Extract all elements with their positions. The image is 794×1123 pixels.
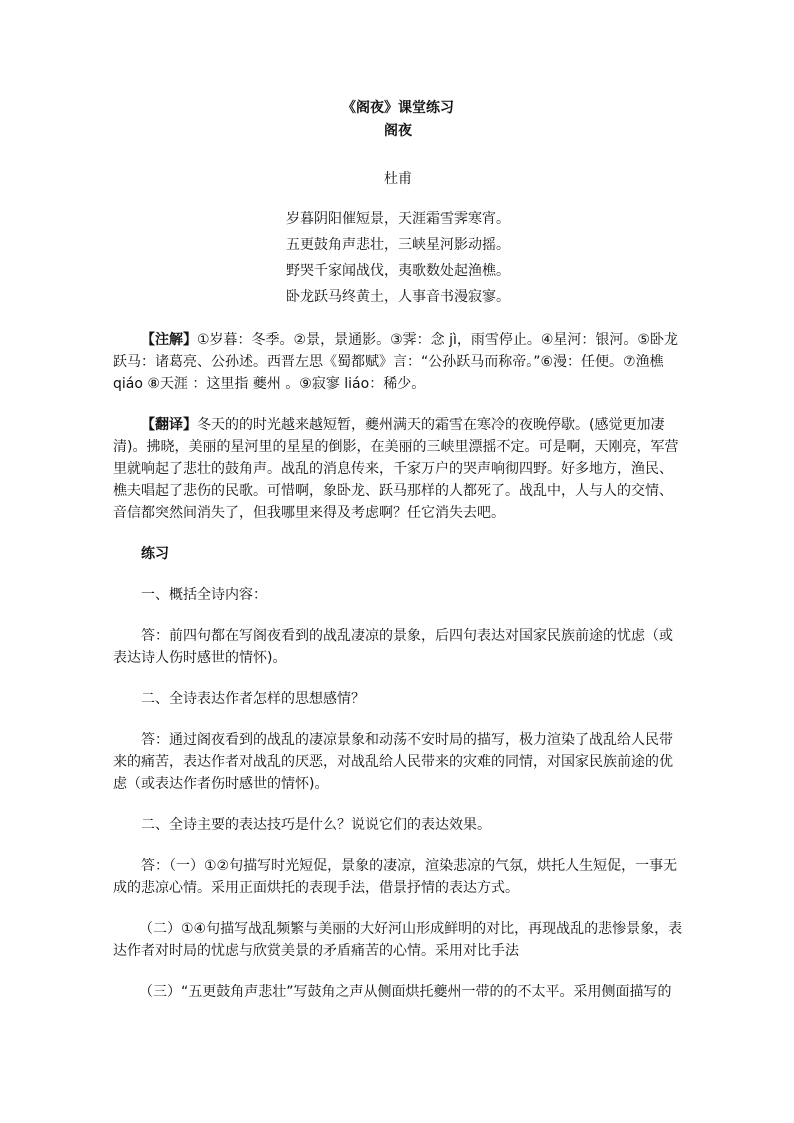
poem-line: 岁暮阴阳催短景，天涯霜雪霁寒宵。 [286, 211, 510, 227]
poem-line: 野哭千家闻战伐，夷歌数处起渔樵。 [286, 263, 510, 279]
translation-paragraph [113, 414, 683, 524]
exercise-heading: 练习 [141, 546, 169, 562]
notes-label: 【注解】 [141, 332, 197, 348]
poem-line: 卧龙跃马终黄土，人事音书漫寂寥。 [286, 289, 510, 305]
poem-title: 阁夜 [384, 123, 412, 139]
answer-2: 答：通过阁夜看到的战乱的凄凉景象和动荡不安时局的描写，极力渲染了战乱给人民带来的痛苦，表达作者对战乱的厌恶，对战乱给人民带来的灾难的同情，对国家民族前途的优虑（或表达作者伤时感世的情怀)。 [113, 732, 673, 792]
question-1: 一、概括全诗内容： [141, 587, 267, 603]
answer-3-part-1: 答：（一）①②句描写时光短促，景象的凄凉，渲染悲凉的气氛，烘托人生短促，一事无成的悲凉心情。采用正面烘托的表现手法，借景抒情的表达方式。 [113, 858, 678, 896]
notes-text: ①岁暮：冬季。②景，景通影。③霁：念 jì，雨雪停止。④星河：银河。⑤卧龙跃马：诸葛亮、公孙述。西晋左思《蜀都赋》言：“公孙跃马而称帝。”⑥漫：任便。⑦渔樵 qiáo ⑧天涯 ：这里指 夔州 。⑨寂寥 liáo：稀少。 [113, 332, 678, 392]
poem-body [113, 206, 683, 310]
question-3: 二、全诗主要的表达技巧是什么？说说它们的表达效果。 [141, 817, 491, 833]
answer-1: 答：前四句都在写阁夜看到的战乱凄凉的景象，后四句表达对国家民族前途的忧虑（或表达诗人伤时感世的情怀)。 [113, 628, 673, 666]
answer-3-part-3: （三）“五更鼓角声悲壮”写鼓角之声从侧面烘托夔州一带的的不太平。采用侧面描写的 [139, 984, 672, 1000]
document-body [113, 88, 683, 1003]
page-title: 《阁夜》课堂练习 [342, 100, 454, 116]
question-2: 二、全诗表达作者怎样的思想感情？ [141, 691, 365, 707]
translation-text: 冬天的的时光越来越短暂，夔州满天的霜雪在寒冷的夜晚停歇。(感觉更加凄清)。拂晓，美丽的星河里的星星的倒影，在美丽的三峡里漂摇不定。可是啊，天刚亮，军营里就响起了悲壮的鼓角声。战乱的消息传来，千家万户的哭声响彻四野。好多地方，渔民、樵夫唱起了悲伤的民歌。可惜啊，象卧龙、跃马那样的人都死了。战乱中，人与人的交情、音信都突然间消失了，但我哪里来得及考虑啊？任它消失去吧。 [113, 417, 679, 521]
poem-author: 杜甫 [384, 171, 412, 187]
poem-line: 五更鼓角声悲壮，三峡星河影动摇。 [286, 237, 510, 253]
answer-3-part-2: （二）①④句描写战乱频繁与美丽的大好河山形成鲜明的对比，再现战乱的悲惨景象，表达作者对时局的忧虑与欣赏美景的矛盾痛苦的心情。采用对比手法 [113, 921, 683, 959]
notes-paragraph [113, 329, 683, 395]
translation-label: 【翻译】 [141, 417, 197, 433]
